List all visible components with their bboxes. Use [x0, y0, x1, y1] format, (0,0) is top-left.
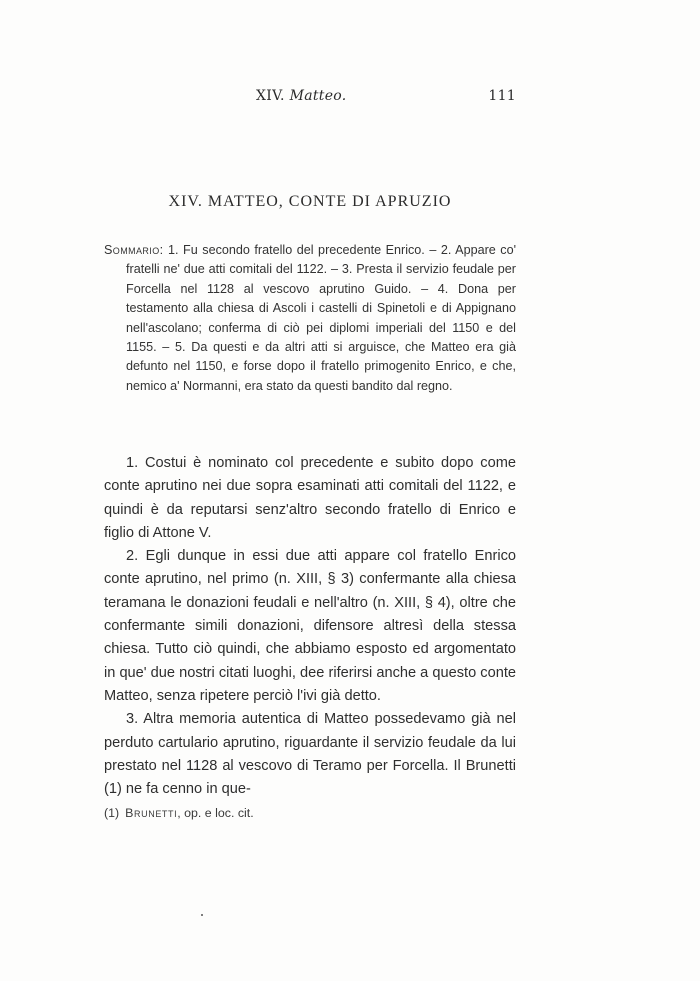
body-text — [104, 452, 516, 801]
footnote-mark: (1) — [104, 806, 120, 820]
paragraph-1: 1. Costui è nominato col precedente e subito dopo come conte aprutino nei due sopra esaminati atti comitali del 1122, e quindi è da reputarsi senz'altro secondo fratello di Enrico e figlio di Attone V. — [104, 455, 516, 541]
chapter-title: XIV. MATTEO, CONTE DI APRUZIO — [168, 193, 452, 210]
summary-paragraph — [104, 241, 516, 396]
summary-text: 1. Fu secondo fratello del precedente Enrico. – 2. Appare co' fratelli ne' due atti comitali del 1122. – 3. Presta il servizio feudale per Forcella nel 1128 al vescovo aprutino Guido. – 4. Dona per testamento alla chiesa di Ascoli i castelli di Spinetoli e di Appignano nell'ascolano; conferma di ciò pei diplomi imperiali del 1150 e del 1155. – 5. Da questi e da altri atti si arguisce, che Matteo era già defunto nel 1150, e forse dopo il fratello primogenito Enrico, e che, nemico a' Normanni, era stato da questi bandito dal regno. — [126, 243, 517, 393]
summary-lead: Sommario: — [104, 243, 164, 257]
running-title-roman: XIV. — [256, 88, 285, 104]
paper-speck — [201, 914, 203, 916]
running-head — [104, 88, 516, 108]
running-title — [256, 88, 347, 104]
footnote-text: , op. e loc. cit. — [177, 806, 254, 820]
running-title-name: Matteo. — [289, 88, 347, 104]
paragraph-3: 3. Altra memoria autentica di Matteo possedevamo già nel perduto cartulario aprutino, riguardante il servizio feudale da lui prestato nel 1128 al vescovo di Teramo per Forcella. Il Brunetti (1) ne fa cenno in que- — [104, 711, 516, 798]
paragraph-2: 2. Egli dunque in essi due atti appare col fratello Enrico conte aprutino, nel primo (n. XIII, § 3) confermante alla chiesa teramana le donazioni feudali e nell'altro (n. XIII, § 4), oltre che confermante simili donazioni, difensore altresì della stessa chiesa. Tutto ciò quindi, che abbiamo esposto ed argomentato in que' due nostri citati luoghi, dee riferirsi anche a questo conte Matteo, senza ripetere perciò l'ivi già detto. — [104, 548, 516, 704]
page-number: 111 — [488, 88, 516, 104]
footnote-author: Brunetti — [125, 806, 178, 820]
footnote — [104, 806, 516, 820]
chapter-summary — [104, 241, 516, 396]
